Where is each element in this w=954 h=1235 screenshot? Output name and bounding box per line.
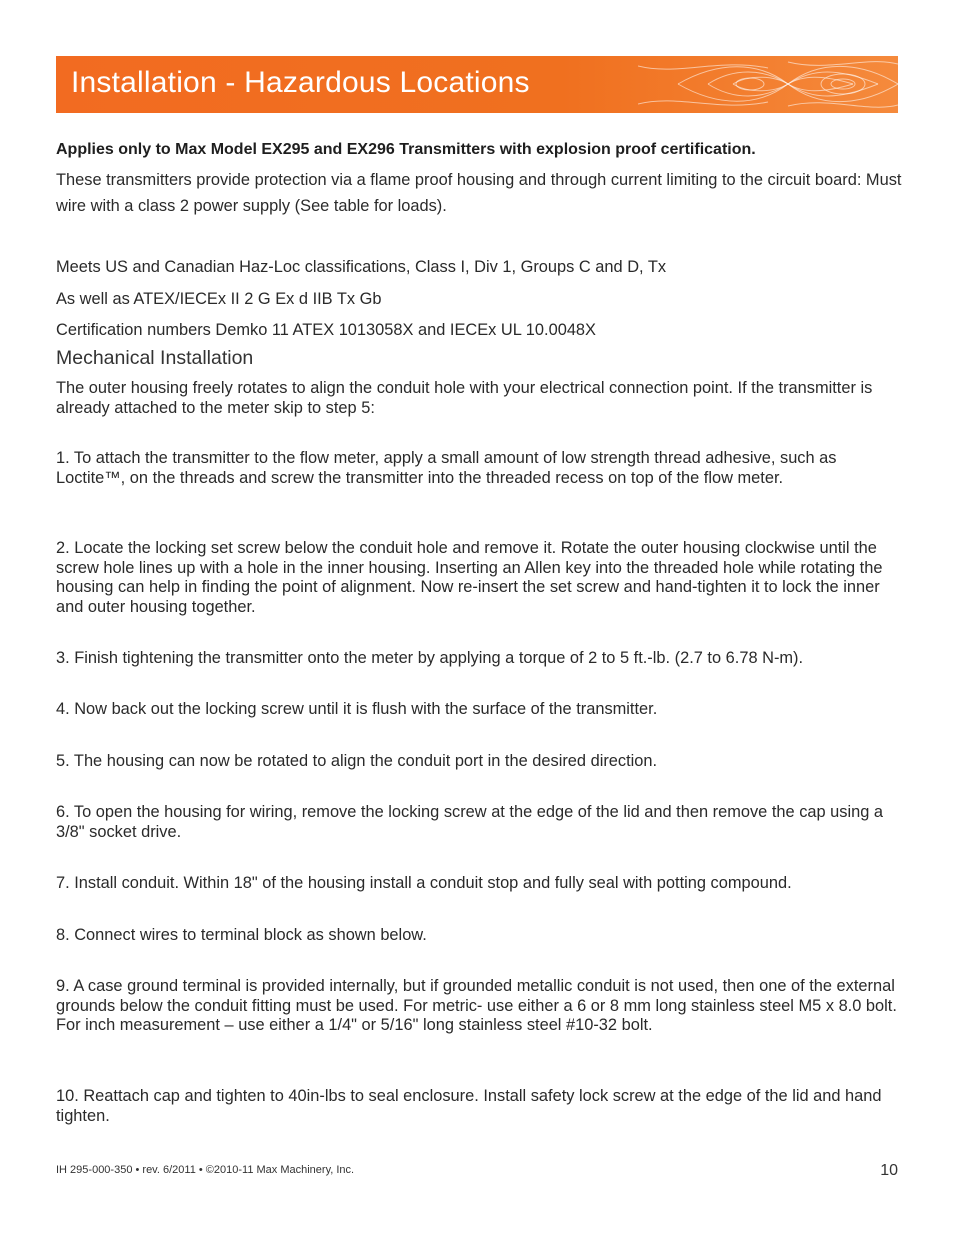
section-heading-mechanical: Mechanical Installation [56,347,254,369]
footer-document-info: IH 295-000-350 • rev. 6/2011 • ©2010-11 Max Machinery, Inc. [56,1164,355,1176]
step-2: 2. Locate the locking set screw below the conduit hole and remove it. Rotate the outer housing clockwise until the screw hole lines up with a hole in the inner housing. Inserting an Allen key into the threaded hole while rotating the housing can help in finding the point of alignment. Now re-insert the set screw and hand-tighten it to lock the inner and outer housing together. [56,539,883,616]
step-4: 4. Now back out the locking screw until it is flush with the surface of the transmitter. [56,700,658,718]
page-title: Installation - Hazardous Locations [71,66,530,99]
classification-text: Meets US and Canadian Haz-Loc classifications, Class I, Div 1, Groups C and D, Tx [56,258,667,276]
certification-text: Certification numbers Demko 11 ATEX 1013058X and IECEx UL 10.0048X [56,321,596,339]
step-6: 6. To open the housing for wiring, remove the locking screw at the edge of the lid and then remove the cap using a 3/8" socket drive. [56,803,884,841]
step-8: 8. Connect wires to terminal block as shown below. [56,926,427,944]
step-9: 9. A case ground terminal is provided internally, but if grounded metallic conduit is not used, then one of the external grounds below the conduit fitting must be used. For metric- use either a 6 or 8 mm long stainless steel M5 x 8.0 bolt. For inch measurement – use either a 1/4" or 5/16" long stainless steel #10-32 bolt. [56,977,897,1034]
page-number: 10 [880,1162,898,1179]
step-10: 10. Reattach cap and tighten to 40in-lbs to seal enclosure. Install safety lock screw at the edge of the lid and hand tighten. [56,1087,882,1125]
mechanical-lead-paragraph: The outer housing freely rotates to align the conduit hole with your electrical connection point. If the transmitter is already attached to the meter skip to step 5: [56,379,873,417]
step-5: 5. The housing can now be rotated to align the conduit port in the desired direction. [56,752,658,770]
atex-text: As well as ATEX/IECEx II 2 G Ex d IIB Tx Gb [56,290,382,308]
page-header-banner [56,56,898,113]
applies-statement: Applies only to Max Model EX295 and EX296 Transmitters with explosion proof certification. [56,141,756,158]
step-7: 7. Install conduit. Within 18" of the housing install a conduit stop and fully seal with potting compound. [56,874,792,892]
decorative-wave-graphic [638,56,898,113]
protection-paragraph: These transmitters provide protection via a flame proof housing and through current limiting to the circuit board: Must wire with a class 2 power supply (See table for loads). [56,171,902,215]
step-3: 3. Finish tightening the transmitter onto the meter by applying a torque of 2 to 5 ft.-lb. (2.7 to 6.78 N-m). [56,649,804,667]
step-1: 1. To attach the transmitter to the flow meter, apply a small amount of low strength thread adhesive, such as Loctite™, on the threads and screw the transmitter into the threaded recess on top of the flow meter. [56,449,837,487]
